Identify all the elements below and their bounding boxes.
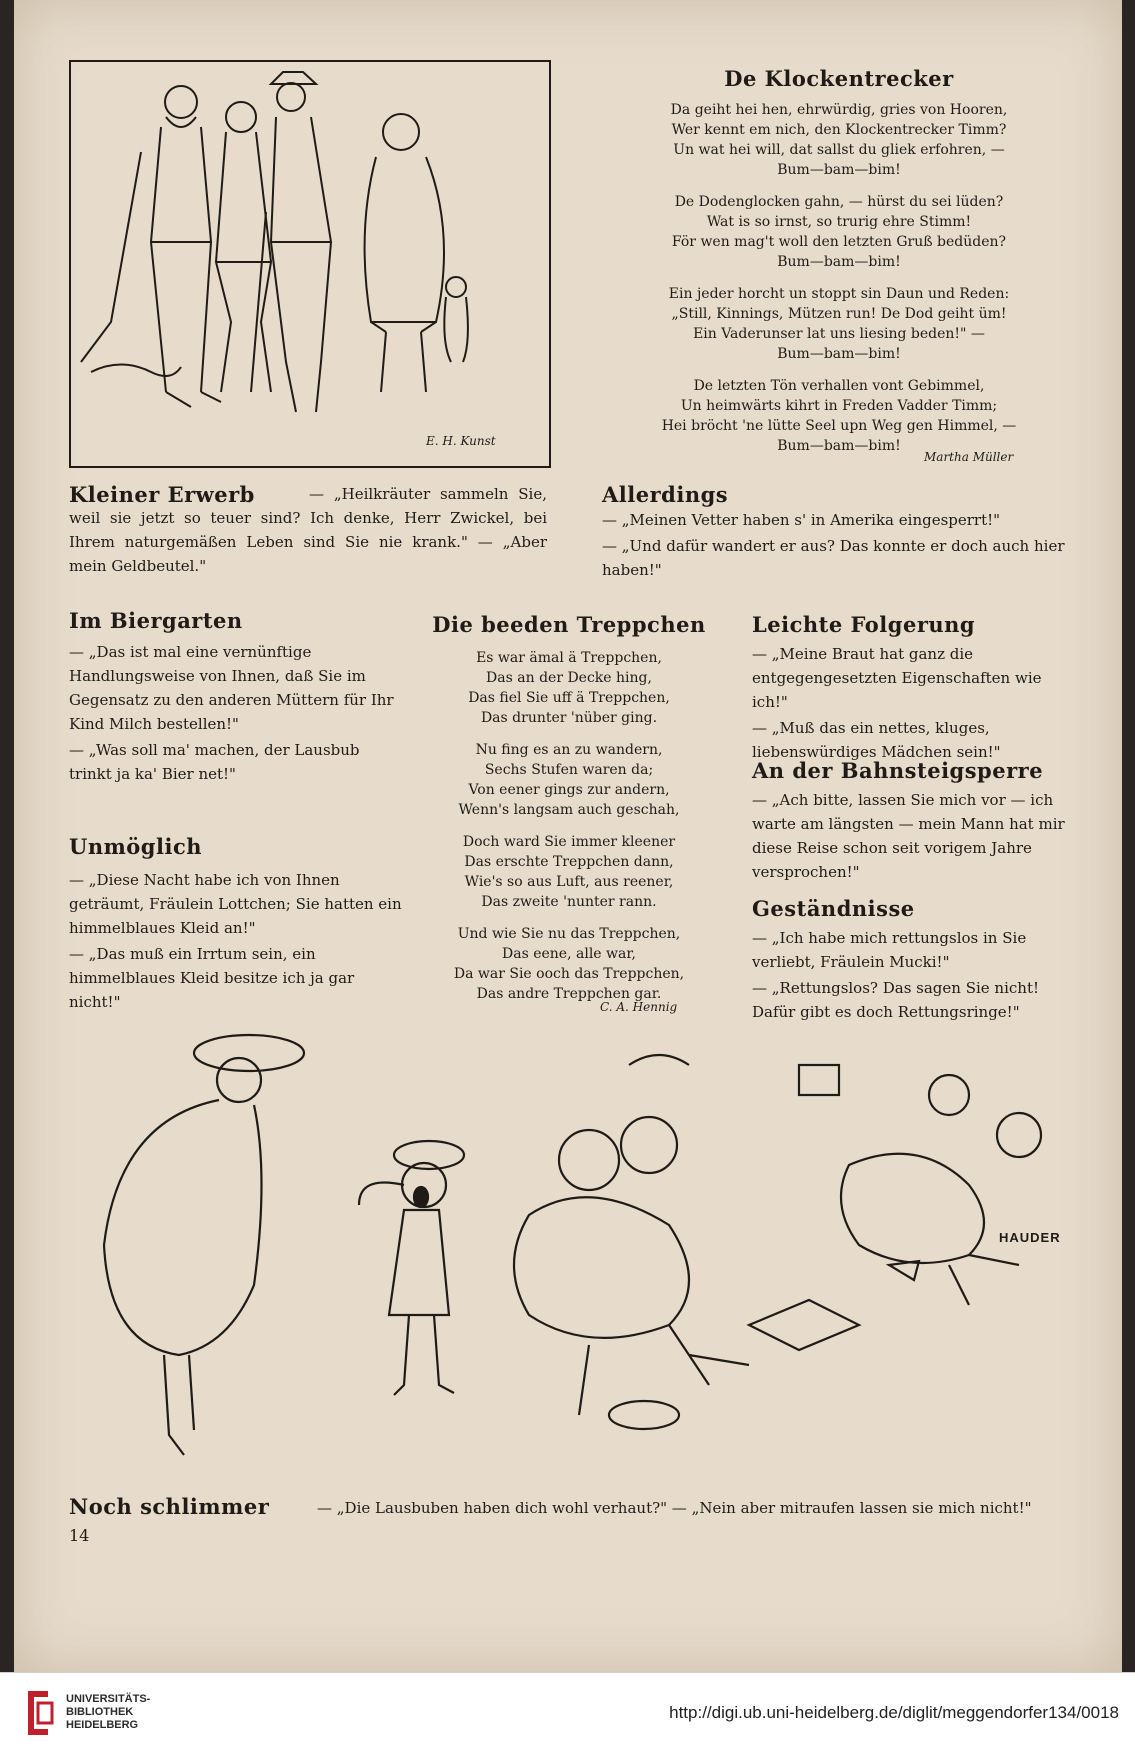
- brawler-head-3: [929, 1075, 969, 1115]
- noch-schlimmer-text: — „Die Lausbuben haben dich wohl verhaut?" — „Nein aber mitraufen lassen sie mich nicht!": [317, 1499, 1032, 1517]
- top-signature: E. H. Kunst: [426, 434, 496, 448]
- treppchen-author: C. A. Hennig: [600, 1000, 678, 1014]
- fallen-cap: [609, 1401, 679, 1429]
- kleiner-erwerb-title: Kleiner Erwerb: [69, 482, 255, 507]
- woman-head: [226, 102, 256, 132]
- top-illustration: [69, 60, 551, 468]
- mother-body: [104, 1100, 262, 1355]
- scanned-page: [14, 0, 1122, 1672]
- leichte-folgerung-text: — „Meine Braut hat ganz die entgegengesetzten Eigenschaften wie ich!" — „Muß das ein nettes, kluges, liebenswürdiges Mädchen sein!": [752, 645, 1042, 761]
- library-footer: [0, 1672, 1135, 1758]
- gestaendnisse-text: — „Ich habe mich rettungslos in Sie verliebt, Fräulein Mucki!" — „Rettungslos? Das sagen Sie nicht! Dafür gibt es doch Rettungsringe!": [752, 929, 1039, 1021]
- bearded-man-head: [165, 86, 197, 118]
- dog-head: [446, 277, 466, 297]
- picture-frame: [799, 1065, 839, 1095]
- brawler-head-4: [997, 1113, 1041, 1157]
- page-url-link[interactable]: http://digi.ub.uni-heidelberg.de/diglit/meggendorfer134/0018: [669, 1703, 1119, 1722]
- hikers-drawing: [71, 62, 549, 466]
- im-biergarten-text: — „Das ist mal eine vernünftige Handlungsweise von Ihnen, daß Sie im Gegensatz zu den anderen Müttern für Ihr Kind Milch bestellen!" — „Was soll ma' machen, der Lausbub trinkt ja ka' Bier net!": [69, 643, 394, 783]
- stout-man-head: [383, 114, 419, 150]
- hat-man-head: [277, 83, 305, 111]
- library-name[interactable]: UNIVERSITÄTS- BIBLIOTHEK HEIDELBERG: [66, 1693, 151, 1731]
- book: [749, 1300, 859, 1350]
- allerdings-title: Allerdings: [602, 482, 729, 507]
- kleiner-erwerb-text: — „Heilkräuter sammeln Sie, weil sie jetzt so teuer sind? Ich denke, Herr Zwickel, bei Ihrem naturgemäßen Leben sind Sie nie krank." — „Aber mein Geldbeutel.": [69, 485, 547, 575]
- treppchen-stanza-3: Doch ward Sie immer kleener Das erschte Treppchen dann, Wie's so aus Luft, aus reener, Das zweite 'nunter rann.: [462, 834, 676, 910]
- lausbuben-drawing: [69, 1025, 1089, 1465]
- im-biergarten-title: Im Biergarten: [69, 608, 243, 633]
- leichte-folgerung-title: Leichte Folgerung: [752, 612, 976, 637]
- treppchen-title: Die beeden Treppchen: [432, 612, 706, 637]
- crying-boy-cap: [394, 1141, 464, 1169]
- mother-head: [217, 1058, 261, 1102]
- brawler-head-2: [621, 1117, 677, 1173]
- stanza-4: De letzten Tön verhallen vont Gebimmel, Un heimwärts kihrt in Freden Vadder Timm; Hei bröcht 'ne lütte Seel upn Weg gen Himmel, — Bum—bam—bim!: [661, 378, 1017, 454]
- bottom-signature: HAUDER: [999, 1230, 1061, 1245]
- unmoeglich-title: Unmöglich: [69, 834, 203, 859]
- unmoeglich-text: — „Diese Nacht habe ich von Ihnen geträumt, Fräulein Lottchen; Sie hatten ein himmelblaues Kleid an!" — „Das muß ein Irrtum sein, ein himmelblaues Kleid besitze ich ja gar nicht!": [69, 871, 402, 1011]
- library-logo-icon: [22, 1687, 56, 1739]
- treppchen-stanza-4: Und wie Sie nu das Treppchen, Das eene, alle war, Da war Sie ooch das Treppchen, Das andre Treppchen gar.: [453, 926, 685, 1002]
- noch-schlimmer-title: Noch schlimmer: [69, 1494, 270, 1519]
- bottom-illustration: [69, 1025, 1089, 1465]
- page-number: 14: [69, 1526, 90, 1545]
- treppchen-stanza-2: Nu fing es an zu wandern, Sechs Stufen waren da; Von eener gings zur andern, Wenn's langsam auch geschah,: [458, 742, 680, 818]
- bahnsteigsperre-text: — „Ach bitte, lassen Sie mich vor — ich warte am längsten — mein Mann hat mir diese Reise schon seit vorigem Jahre versprochen!": [752, 791, 1065, 881]
- allerdings-text: — „Meinen Vetter haben s' in Amerika eingesperrt!" — „Und dafür wandert er aus? Das konnte er doch auch hier haben!": [602, 511, 1065, 579]
- gestaendnisse-title: Geständnisse: [752, 896, 915, 921]
- stanza-1: Da geiht hei hen, ehrwürdig, gries von Hooren, Wer kennt em nich, den Klockentrecker Timm? Un wat hei will, dat sallst du gliek erfohren, — Bum—bam—bim!: [670, 102, 1008, 178]
- brawler-head-1: [559, 1130, 619, 1190]
- bahnsteigsperre-title: An der Bahnsteigsperre: [752, 758, 1044, 783]
- stanza-2: De Dodenglocken gahn, — hürst du sei lüden? Wat is so irnst, so trurig ehre Stimm! För wen mag't woll den letzten Gruß bedüden? Bum—bam—bim!: [671, 194, 1007, 270]
- dachshund: [91, 365, 181, 377]
- treppchen-poem: [419, 648, 719, 1004]
- klockentrecker-title: De Klockentrecker: [724, 66, 954, 91]
- klockentrecker-author: Martha Müller: [924, 450, 1014, 464]
- treppchen-stanza-1: Es war ämal ä Treppchen, Das an der Decke hing, Das fiel Sie uff ä Treppchen, Das drunter 'nüber ging.: [468, 650, 670, 726]
- klockentrecker-poem: [594, 100, 1084, 456]
- mother-hat: [194, 1035, 304, 1071]
- stanza-3: Ein jeder horcht un stoppt sin Daun und Reden: „Still, Kinnings, Mützen run! De Dod geiht üm! Ein Vaderunser lat uns liesing beden!" — Bum—bam—bim!: [668, 286, 1010, 362]
